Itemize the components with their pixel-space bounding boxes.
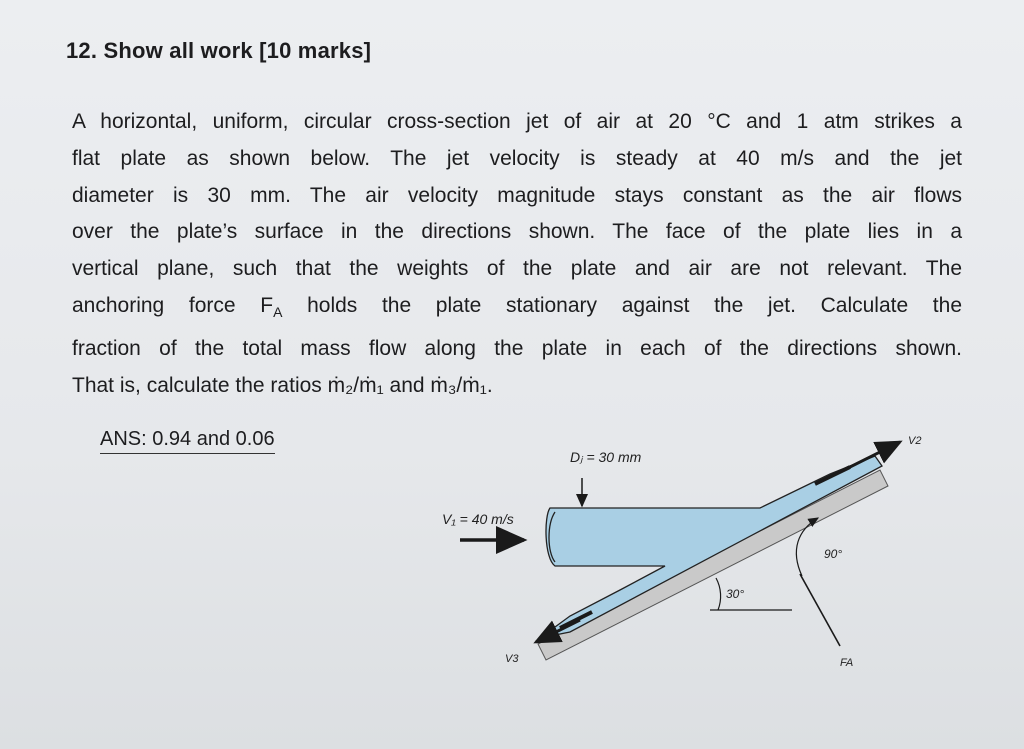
fa-label: FA [840, 657, 854, 669]
angle-30-arc [716, 578, 721, 610]
question-line-6-start: anchoring force F [72, 293, 274, 317]
question-line-6-rest: holds the plate stationary against the jet. Calculate the [282, 293, 963, 317]
question-line-3: diameter is 30 mm. The air velocity magnitude stays constant as the air flows [72, 183, 962, 207]
question-line-2: flat plate as shown below. The jet velocity is steady at 40 m/s and the jet [72, 146, 962, 170]
jet-plate-diagram [420, 420, 920, 680]
dj-label: Dⱼ = 30 mm [570, 449, 642, 465]
angle-90-label: 90° [824, 547, 843, 561]
question-line-6 [72, 288, 962, 331]
question-line-4: over the plate’s surface in the directions shown. The face of the plate lies in a [72, 220, 962, 244]
question-line-8: That is, calculate the ratios ṁ₂/ṁ₁ and ṁ₃/ṁ₁. [72, 373, 493, 397]
question-line-5: vertical plane, such that the weights of the plate and air are not relevant. The [72, 257, 962, 281]
subscript-a: A [273, 304, 283, 321]
v2-label: V2 [908, 435, 922, 447]
v1-label: V₁ = 40 m/s [442, 511, 514, 527]
question-paragraph [72, 104, 962, 405]
question-line-7: fraction of the total mass flow along the plate in each of the directions shown. [72, 336, 962, 360]
fa-force-line [800, 574, 840, 646]
v3-label: V3 [505, 653, 519, 665]
question-heading: 12. Show all work [10 marks] [66, 38, 372, 63]
answer-text: ANS: 0.94 and 0.06 [100, 428, 275, 454]
angle-30-label: 30° [726, 587, 745, 601]
question-line-1: A horizontal, uniform, circular cross-section jet of air at 20 °C and 1 atm strikes a [72, 110, 962, 133]
